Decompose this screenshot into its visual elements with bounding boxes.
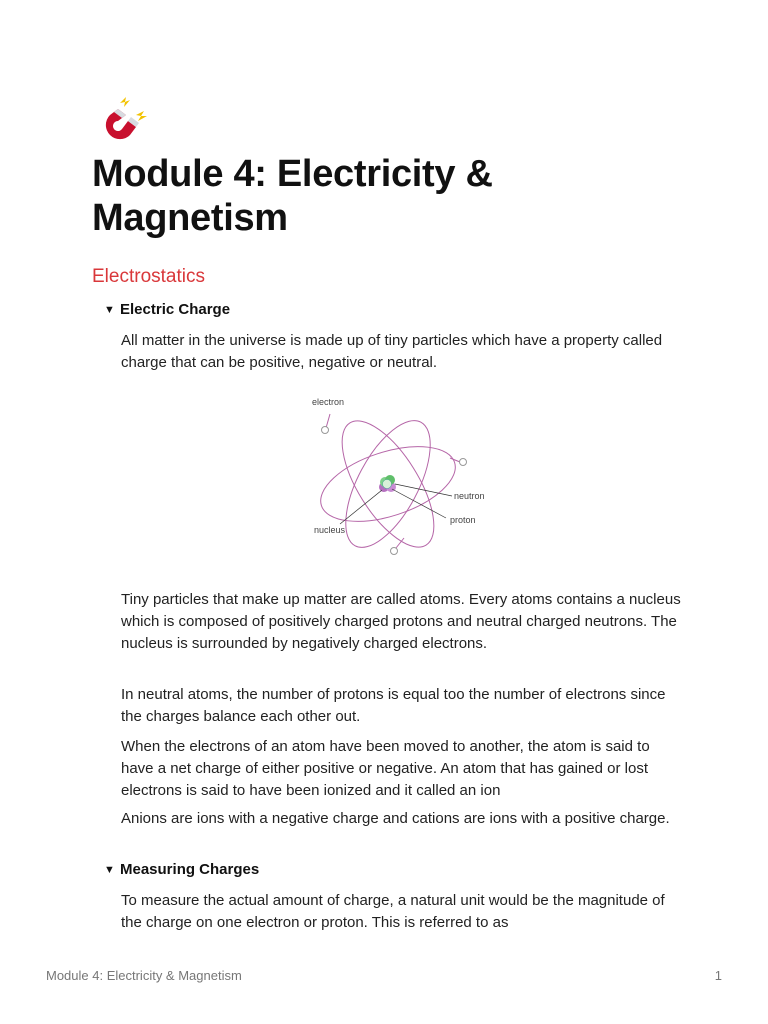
triangle-down-icon[interactable]: ▼ <box>104 863 115 876</box>
label-electron: electron <box>312 397 345 407</box>
electron-marker <box>322 414 331 434</box>
label-proton: proton <box>450 515 476 525</box>
toggle-label: Electric Charge <box>120 301 231 318</box>
electron-marker <box>450 458 467 466</box>
paragraph: Anions are ions with a negative charge and cations are ions with a positive charge. <box>121 810 670 827</box>
triangle-down-icon[interactable]: ▼ <box>104 303 115 316</box>
page-number: 1 <box>714 968 722 983</box>
paragraph: When the electrons of an atom have been moved to another, the atom is said to have a net charge of either positive or negative. An atom that has gained or lost electrons is said to have been ionized and it called an ion <box>121 738 650 799</box>
toggle-electric-charge[interactable] <box>104 301 230 318</box>
toggle-measuring-charges[interactable] <box>104 861 259 878</box>
paragraph: Tiny particles that make up matter are called atoms. Every atoms contains a nucleus which is composed of positively charged protons and neutral charged neutrons. The nucleus is surrounded by negatively charged electrons. <box>121 591 681 652</box>
page-title: Module 4: Electricity & Magnetism <box>92 153 493 239</box>
section-heading: Electrostatics <box>92 266 205 287</box>
paragraph: To measure the actual amount of charge, a natural unit would be the magnitude of the charge on one electron or proton. This is referred to as <box>121 892 665 931</box>
electron-marker <box>391 538 405 555</box>
toggle-label: Measuring Charges <box>120 861 260 878</box>
magnet-icon <box>92 95 150 149</box>
atom-diagram <box>300 392 500 568</box>
label-neutron: neutron <box>454 491 485 501</box>
paragraph: All matter in the universe is made up of tiny particles which have a property called charge that can be positive, negative or neutral. <box>121 332 663 371</box>
label-nucleus: nucleus <box>314 525 346 535</box>
footer-title: Module 4: Electricity & Magnetism <box>46 968 242 983</box>
paragraph: In neutral atoms, the number of protons is equal too the number of electrons since the charges balance each other out. <box>121 686 666 725</box>
